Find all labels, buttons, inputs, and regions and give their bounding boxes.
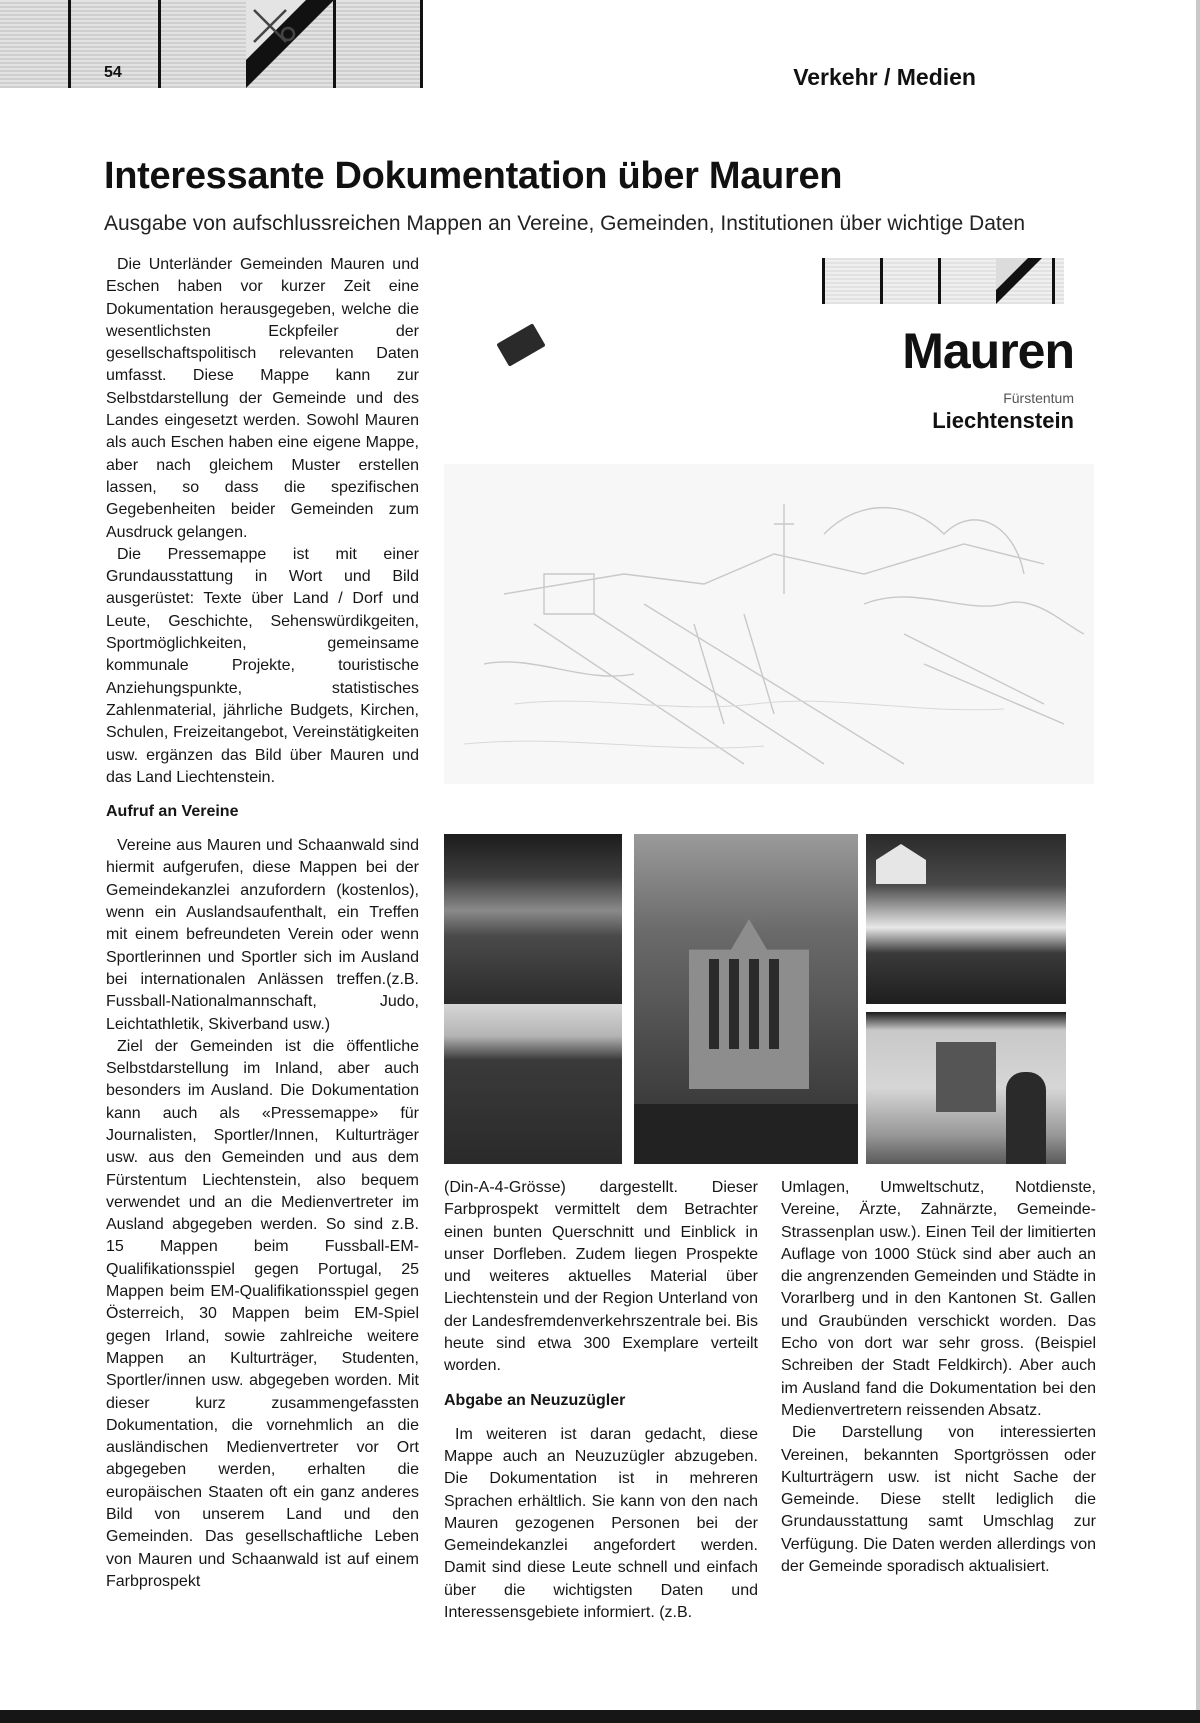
header-divider	[158, 0, 161, 88]
column-2	[444, 1177, 758, 1624]
photo-street-scene	[866, 834, 1066, 1004]
paragraph: Die Pressemappe ist mit einer Grundausstattung in Wort und Bild ausgerüstet: Texte über Land / Dorf und Leute, Geschichte, Sehenswürdikgeiten, Sportmöglichkeiten, gemeinsame kommunale Projekte, touristische Anziehungspunkte, statistisches Zahlenmaterial, jährliche Budgets, Kirchen, Schulen, Freizeitangebot, Vereinstätigkeiten usw. ergänzen das Bild über Mauren und das Land Liechtenstein.	[106, 545, 419, 786]
brochure-divider	[938, 258, 941, 304]
paragraph: Im weiteren ist daran gedacht, diese Mappe auch an Neuzuzügler abzugeben. Die Dokumentation ist in mehreren Sprachen erhältlich. Sie kann von den nach Mauren gezogenen Personen bei der Gemeindekanzlei angefordert werden. Damit sind diese Leute schnell und einfach über die wichtigsten Daten und Interessensgebiete informiert. (z.B.	[444, 1425, 758, 1622]
paragraph: Die Darstellung von interessierten Vereinen, bekannten Sportgrössen oder Kulturträgern usw. ist nicht Sache der Gemeinde. Diese stellt lediglich die Grundausstattung samt Umschlag zur Verfügung. Die Daten werden allerdings von der Gemeinde sporadisch aktualisiert.	[781, 1424, 1096, 1576]
brochure-divider	[822, 258, 825, 304]
section-heading: Abgabe an Neuzuzügler	[444, 1391, 626, 1409]
street-foreground	[634, 1104, 858, 1164]
header-strip	[0, 0, 420, 88]
paragraph: Die Unterländer Gemeinden Mauren und Eschen haben vor kurzer Zeit eine Dokumentation herausgegeben, welche die wesentlichsten Eckpfeiler der gesellschaftspolitisch relevanten Daten umfasst. Diese Mappe kann zur Selbstdarstellung der Gemeinde und des Landes eingesetzt werden. Sowohl Mauren als auch Eschen haben eine eigene Mappe, aber nach gleichem Muster erstellen lassen, so dass die spezifischen Gegebenheiten beider Gemeinden zum Ausdruck gelangen.	[106, 256, 419, 541]
page-edge	[1196, 0, 1200, 1723]
page-bottom-bar	[0, 1710, 1200, 1723]
section-heading: Aufruf an Vereine	[106, 803, 239, 821]
brochure-divider	[880, 258, 883, 304]
header-divider	[68, 0, 71, 88]
municipal-emblem-icon	[246, 0, 334, 88]
house-shape	[876, 844, 926, 884]
photo-town-hall	[634, 834, 858, 1164]
header-divider	[420, 0, 423, 88]
photo-village-overview	[444, 1004, 622, 1164]
page-number: 54	[104, 64, 122, 81]
section-title: Verkehr / Medien	[793, 64, 976, 90]
column-3	[781, 1177, 1096, 1578]
paragraph: Vereine aus Mauren und Schaanwald sind hiermit aufgerufen, diese Mappen bei der Gemeindekanzlei anzufordern (kostenlos), wenn ein Auslandsaufenthalt, ein Treffen mit einem befreundeten Verein oder wenn Sportlerinnen und Sportler sich im Ausland bei internationalen Anlässen treffen.(z.B. Fussball-Nationalmannschaft, Judo, Leichtathletik, Skiverband usw.)	[106, 837, 419, 1033]
brochure-divider	[1052, 258, 1055, 304]
brochure-title: Mauren	[902, 323, 1074, 379]
photo-office-interior	[866, 1012, 1066, 1164]
brochure-cover	[444, 254, 1094, 1164]
decorative-tag	[496, 323, 545, 367]
board-shape	[936, 1042, 996, 1112]
column-1	[106, 254, 419, 1593]
paragraph: Ziel der Gemeinden ist die öffentliche Selbstdarstellung im Inland, aber auch besonders im Ausland. Die Dokumentation kann auch als «Pressemappe» für Journalisten, Sportler/Innen, Kulturträger usw. aus den Gemeinden und aus dem Fürstentum Liechtenstein, also bequem verwendet und an die Medienvertreter im Ausland abgegeben werden. So sind z.B. 15 Mappen beim Fussball-EM-Qualifikationsspiel gegen Portugal, 25 Mappen beim EM-Qualifikationsspiel gegen Österreich, 30 Mappen beim EM-Spiel gegen Irland, sowie zahlreiche weitere Mappen an Kulturträger, Studenten, Sportler/innen usw. abgegeben worden. Mit dieser kurz zusammengefassten Dokumentation, die vornehmlich an die ausländischen Medienvertreter vor Ort abgegeben werden, erhalten die europäischen Staaten oft ein ganz anderes Bild von unserem Land und den Gemeinden. Das gesellschaftliche Leben von Mauren und Schaanwald ist auf einem Farbprospekt	[106, 1037, 419, 1590]
paragraph: Umlagen, Umweltschutz, Notdienste, Vereine, Ärzte, Zahnärzte, Gemeinde-Strassenplan usw.). Einen Teil der limitierten Auflage von 1000 Stück sind aber auch an die angrenzenden Gemeinden und Städte in Vorarlberg und in den Kantonen St. Gallen und Graubünden verschickt worden. Das Echo von dort war sehr gross. (Beispiel Schreiben der Stadt Feldkirch). Aber auch im Ausland fand die Dokumentation bei den Medienvertretern reissenden Absatz.	[781, 1179, 1096, 1419]
building-windows	[709, 959, 789, 1049]
brochure-subtitle-small: Fürstentum	[1003, 390, 1074, 406]
article-subtitle: Ausgabe von aufschlussreichen Mappen an Vereine, Gemeinden, Institutionen über wichtige Daten	[104, 212, 1026, 235]
brochure-country: Liechtenstein	[932, 408, 1074, 433]
paragraph: (Din-A-4-Grösse) dargestellt. Dieser Farbprospekt vermittelt dem Betrachter einen bunten Querschnitt und Einblick in unser Dorfleben. Zudem liegen Prospekte und weiteres aktuelles Material über Liechtenstein und der Region Unterland von der Landesfremdenverkehrszentrale bei. Bis heute sind etwa 300 Exemplare verteilt worden.	[444, 1179, 758, 1375]
village-sketch-image	[444, 464, 1094, 784]
brochure-emblem-icon	[996, 258, 1042, 304]
photo-aerial-view	[444, 834, 622, 1004]
person-shape	[1006, 1072, 1046, 1164]
article-title: Interessante Dokumentation über Mauren	[104, 155, 843, 197]
